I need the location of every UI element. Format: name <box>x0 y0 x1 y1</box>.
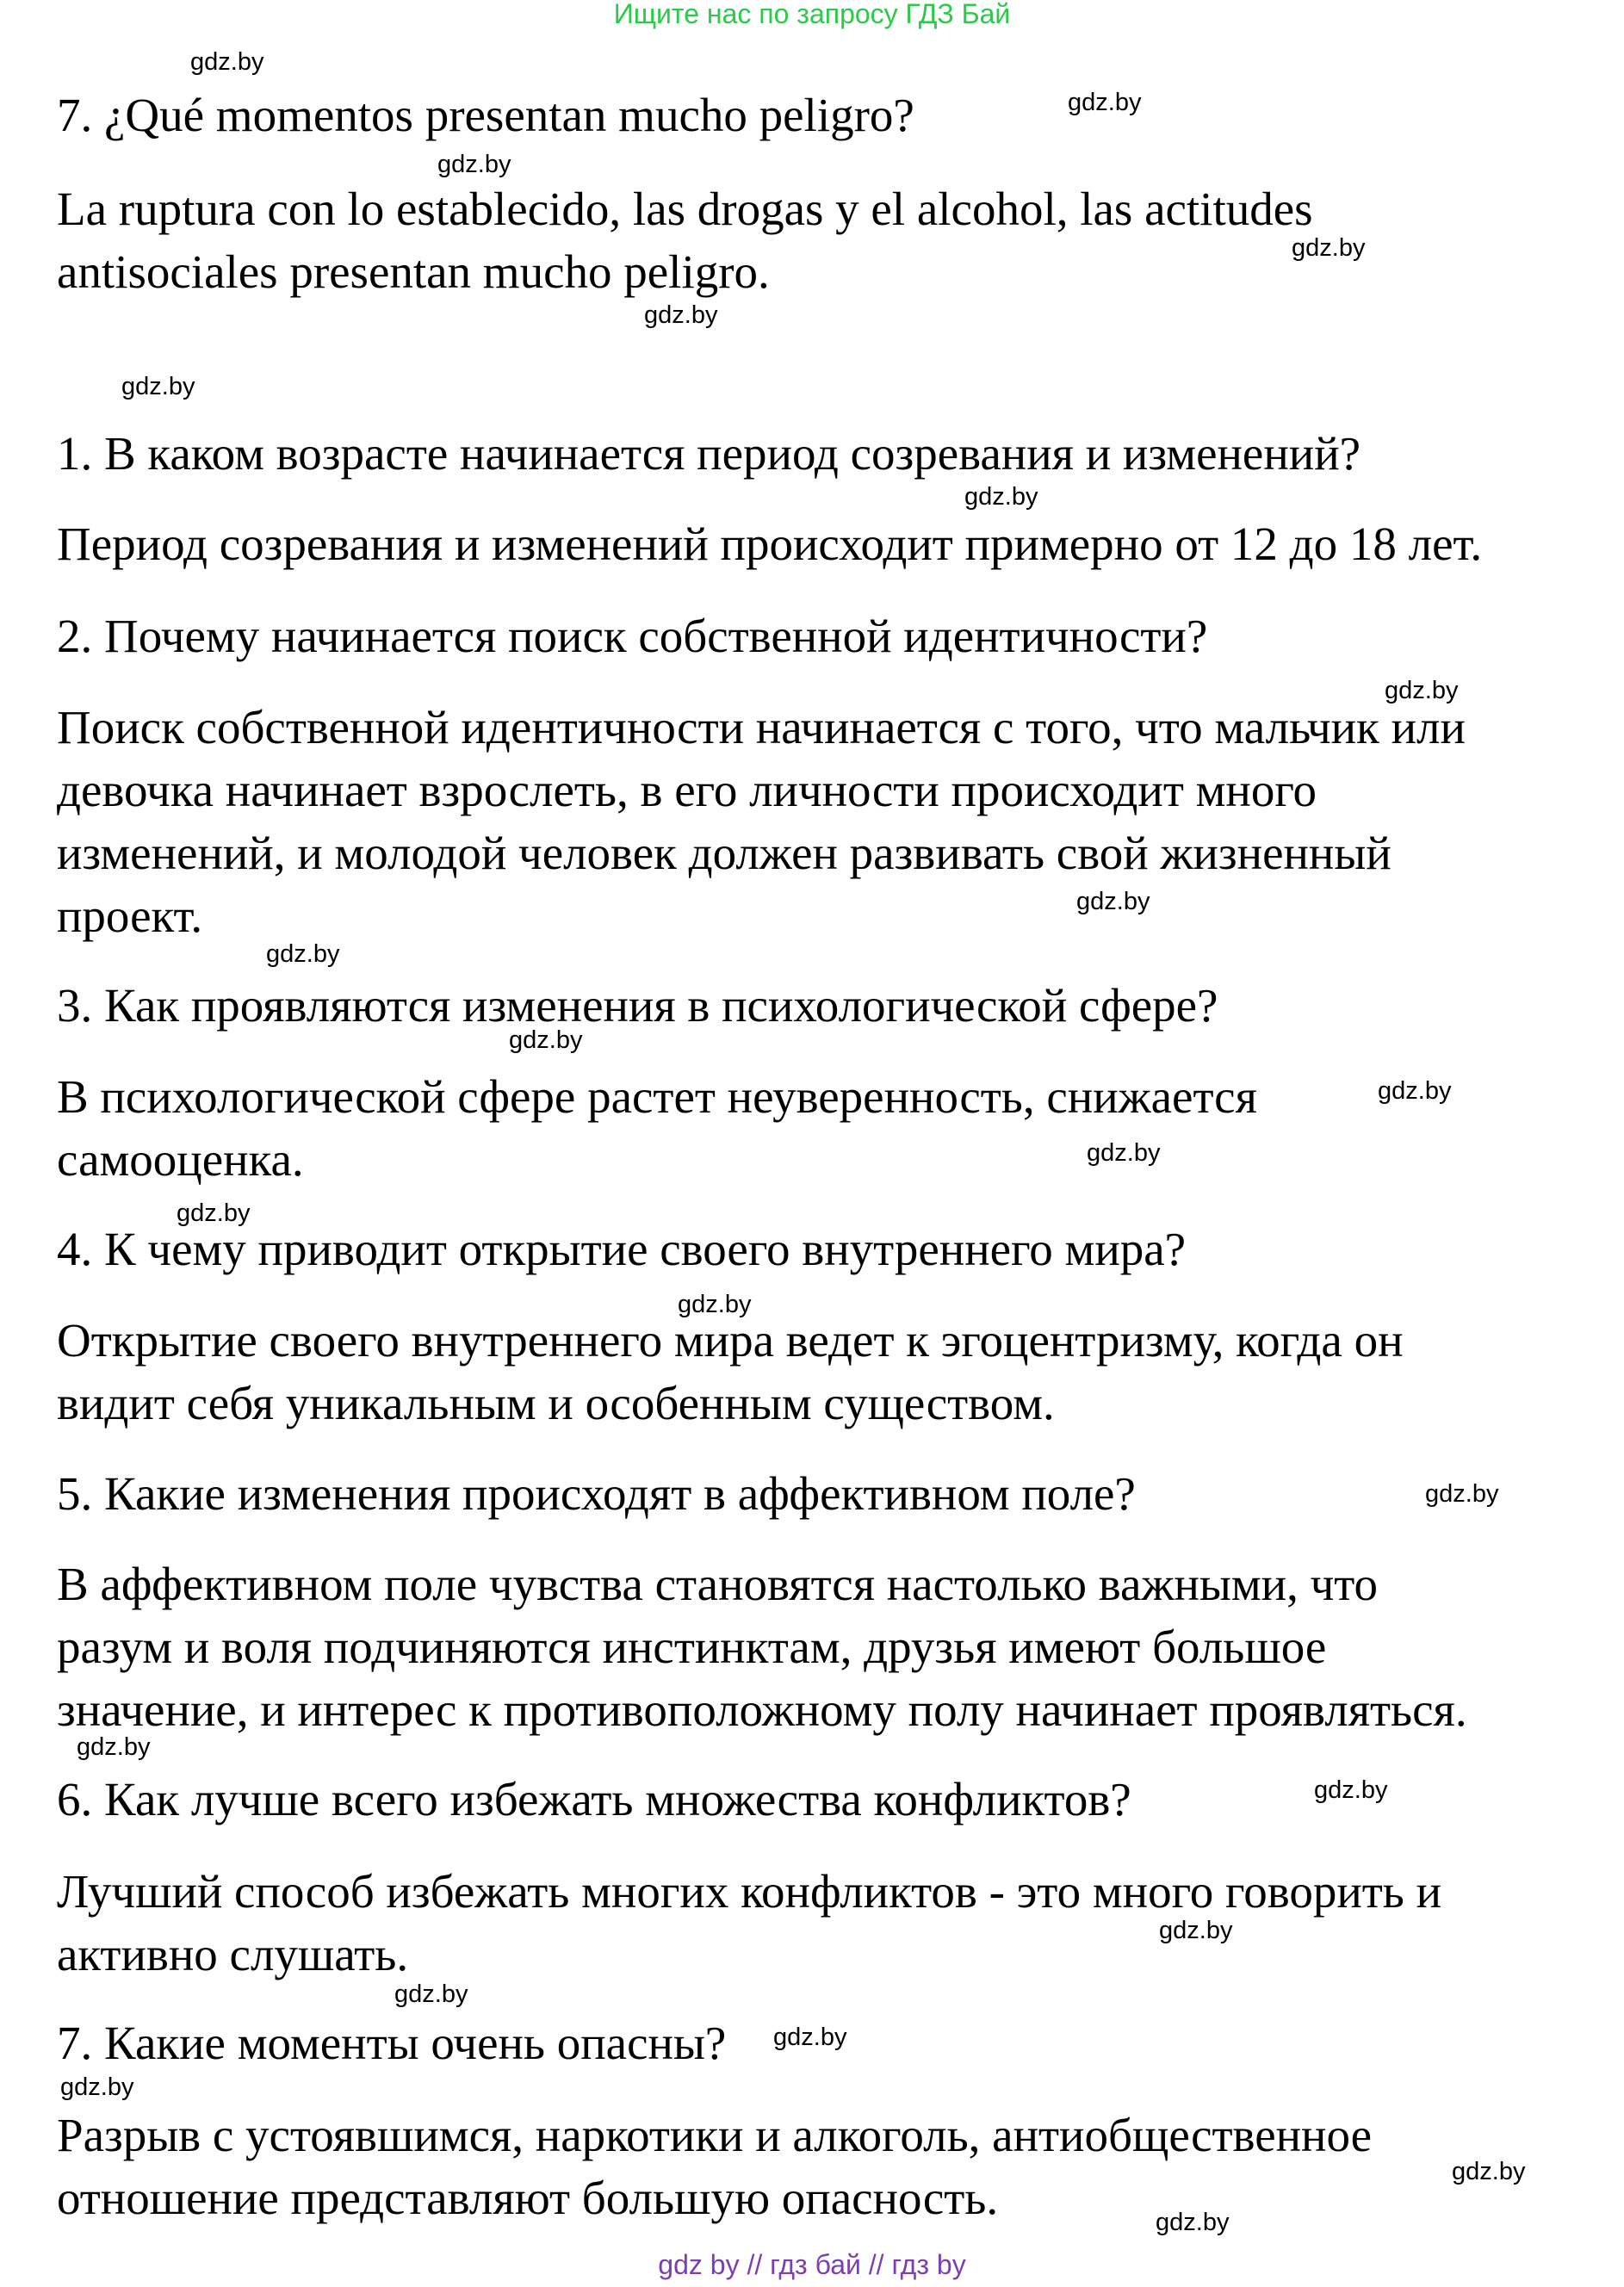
answer-4-line2: видит себя уникальным и особенным существом. <box>57 1377 1055 1429</box>
answer-3-line2: самооценка. <box>57 1133 304 1186</box>
answer-es-7-line1: La ruptura con lo establecido, las drogas y el alcohol, las actitudes <box>57 183 1313 235</box>
watermark-text: gdz.by <box>1385 677 1459 704</box>
watermark-text: gdz.by <box>190 48 264 76</box>
answer-es-7-line2: antisociales presentan mucho peligro. <box>57 245 770 298</box>
watermark-text: gdz.by <box>60 2073 134 2101</box>
question-5: 5. Какие изменения происходят в аффективном поле? <box>57 1467 1136 1520</box>
watermark-text: gdz.by <box>177 1199 251 1227</box>
footer-links: gdz by // гдз бай // гдз by <box>658 2249 966 2280</box>
watermark-text: gdz.by <box>1452 2158 1526 2185</box>
watermark-text: gdz.by <box>121 373 195 400</box>
answer-5-line2: разум и воля подчиняются инстинктам, друзья имеют большое <box>57 1621 1327 1673</box>
answer-6-line2: активно слушать. <box>57 1928 409 1980</box>
watermark-text: gdz.by <box>1314 1776 1388 1804</box>
answer-2-line3: изменений, и молодой человек должен развивать свой жизненный <box>57 827 1392 879</box>
answer-5-line1: В аффективном поле чувства становятся настолько важными, что <box>57 1558 1379 1610</box>
question-4: 4. К чему приводит открытие своего внутреннего мира? <box>57 1223 1187 1275</box>
answer-2-line1: Поиск собственной идентичности начинается с того, что мальчик или <box>57 701 1466 753</box>
answer-4-line1: Открытие своего внутреннего мира ведет к эгоцентризму, когда он <box>57 1314 1404 1367</box>
answer-7-line1: Разрыв с устоявшимся, наркотики и алкоголь, антиобщественное <box>57 2109 1373 2161</box>
question-es-7: 7. ¿Qué momentos presentan mucho peligro? <box>57 89 914 141</box>
watermark-text: gdz.by <box>1076 888 1150 915</box>
watermark-text: gdz.by <box>437 151 511 178</box>
question-2: 2. Почему начинается поиск собственной идентичности? <box>57 610 1208 662</box>
watermark-text: gdz.by <box>1159 1917 1233 1944</box>
answer-3-line1: В психологической сфере растет неуверенность, снижается <box>57 1070 1257 1123</box>
watermark-text: gdz.by <box>1425 1480 1499 1508</box>
question-1: 1. В каком возрасте начинается период созревания и изменений? <box>57 427 1361 480</box>
answer-2-line4: проект. <box>57 889 203 942</box>
top-banner: Ищите нас по запросу ГДЗ Бай <box>613 0 1011 29</box>
watermark-text: gdz.by <box>1292 234 1366 262</box>
watermark-text: gdz.by <box>1068 89 1142 116</box>
watermark-text: gdz.by <box>266 940 340 968</box>
question-6: 6. Как лучше всего избежать множества конфликтов? <box>57 1773 1131 1825</box>
watermark-text: gdz.by <box>509 1026 583 1054</box>
answer-1: Период созревания и изменений происходит примерно от 12 до 18 лет. <box>57 518 1483 570</box>
answer-7-line2: отношение представляют большую опасность. <box>57 2172 999 2224</box>
watermark-text: gdz.by <box>773 2024 847 2051</box>
question-7: 7. Какие моменты очень опасны? <box>57 2017 727 2069</box>
answer-5-line3: значение, и интерес к противоположному полу начинает проявляться. <box>57 1683 1467 1736</box>
watermark-text: gdz.by <box>964 483 1038 511</box>
watermark-text: gdz.by <box>1156 2209 1230 2236</box>
watermark-text: gdz.by <box>644 301 718 329</box>
watermark-text: gdz.by <box>678 1291 752 1318</box>
watermark-text: gdz.by <box>394 1980 468 2008</box>
watermark-text: gdz.by <box>1087 1139 1161 1167</box>
question-3: 3. Как проявляются изменения в психологической сфере? <box>57 979 1218 1032</box>
watermark-text: gdz.by <box>1378 1077 1452 1105</box>
answer-2-line2: девочка начинает взрослеть, в его личности происходит много <box>57 764 1317 816</box>
watermark-text: gdz.by <box>77 1733 151 1761</box>
answer-6-line1: Лучший способ избежать многих конфликтов - это много говорить и <box>57 1865 1442 1918</box>
